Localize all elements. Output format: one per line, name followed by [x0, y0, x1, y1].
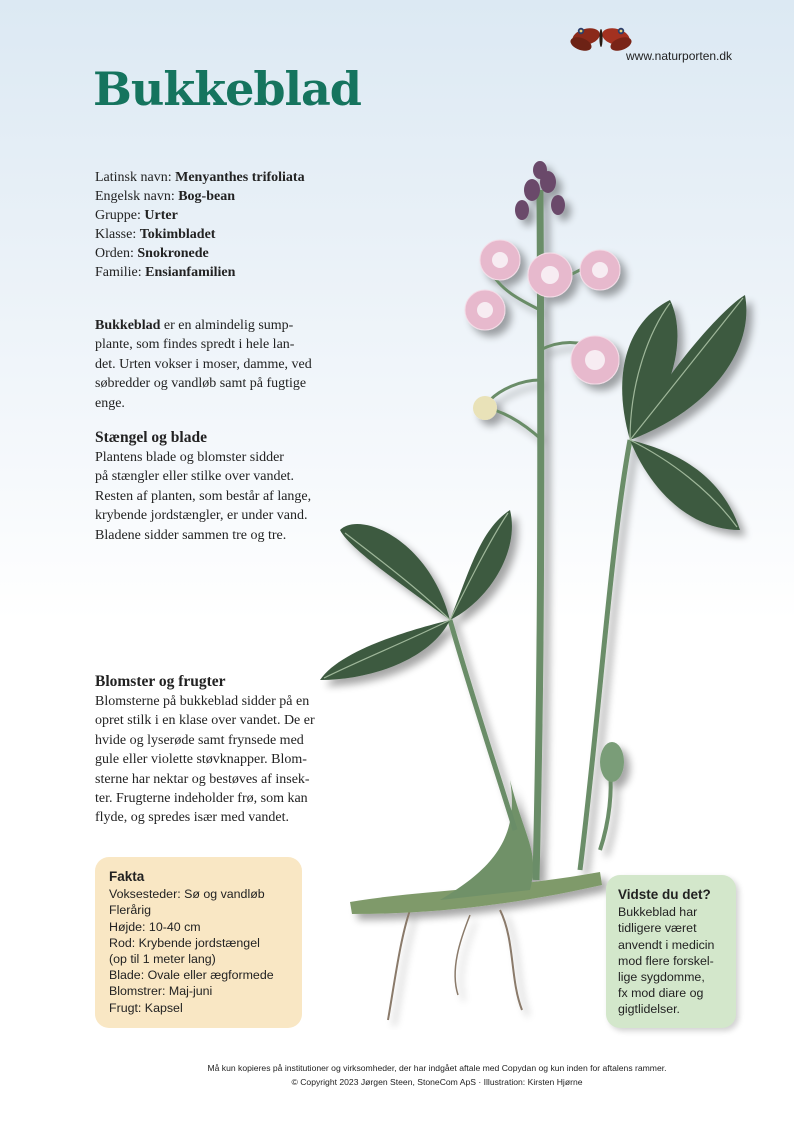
did-you-know-line: mod flere forskel- [618, 953, 714, 968]
did-you-know-line: lige sygdomme, [618, 970, 705, 985]
did-you-know-line: tidligere været [618, 921, 697, 936]
facts-line: Højde: 10-40 cm [109, 919, 201, 934]
did-you-know-box [606, 875, 736, 1028]
did-you-know-heading: Vidste du det? [618, 887, 711, 902]
section-heading: Blomster og frugter [95, 673, 226, 690]
facts-line: Voksesteder: Sø og vandløb [109, 887, 265, 902]
did-you-know-line: anvendt i medicin [618, 937, 715, 952]
did-you-know-line: fx mod diare og [618, 986, 704, 1001]
intro-paragraph: Bukkeblad er en almindelig sump- plante, som findes spredt i hele lan- det. Urten vokser i moser, damme, ved søbredder og vandløb samt på fugtige enge. [95, 318, 312, 411]
footer-copyright: © Copyright 2023 Jørgen Steen, StoneCom ApS · Illustration: Kirsten Hjørne [291, 1077, 583, 1087]
facts-line: Blomstrer: Maj-juni [109, 984, 213, 999]
taxonomy-list [95, 168, 305, 282]
taxonomy-row-english: Engelsk navn: Bog-bean [95, 189, 236, 204]
taxonomy-row-family: Familie: Ensianfamilien [95, 265, 236, 280]
section-body: Blomsterne på bukkeblad sidder på en opret stilk i en klase over vandet. De er hvide og lyserøde samt frynsede med gule eller violette støvknapper. Blom- sterne har nektar og bestøves af insek- ter. Frugterne indeholder frø, som kan flyde, og spredes især med vandet. [95, 694, 315, 826]
section-body: Plantens blade og blomster sidder på stængler eller stilke over vandet. Resten af planten, som består af lange, krybende jordstængler, er under vand. Bladene sidder sammen tre og tre. [95, 450, 312, 543]
facts-line: Flerårig [109, 903, 151, 918]
did-you-know-line: Bukkeblad har [618, 905, 698, 920]
section-heading: Stængel og blade [95, 429, 207, 446]
facts-line: Frugt: Kapsel [109, 1000, 183, 1015]
page-title: Bukkeblad [93, 62, 361, 116]
taxonomy-row-order: Orden: Snokronede [95, 246, 209, 261]
did-you-know-line: gigtlidelser. [618, 1002, 680, 1017]
facts-line: Rod: Krybende jordstængel [109, 935, 260, 950]
taxonomy-row-group: Gruppe: Urter [95, 208, 178, 223]
website-url[interactable]: www.naturporten.dk [626, 49, 733, 63]
facts-heading: Fakta [109, 869, 145, 884]
facts-box [95, 857, 302, 1028]
footer-license: Må kun kopieres på institutioner og virksomheder, der har indgået aftale med Copydan og kun inden for aftalens rammer. [207, 1063, 667, 1073]
facts-line: (op til 1 meter lang) [109, 952, 216, 967]
taxonomy-row-latin: Latinsk navn: Menyanthes trifoliata [95, 170, 305, 185]
taxonomy-row-class: Klasse: Tokimbladet [95, 227, 216, 242]
footer [0, 1061, 794, 1089]
facts-line: Blade: Ovale eller ægformede [109, 968, 274, 983]
